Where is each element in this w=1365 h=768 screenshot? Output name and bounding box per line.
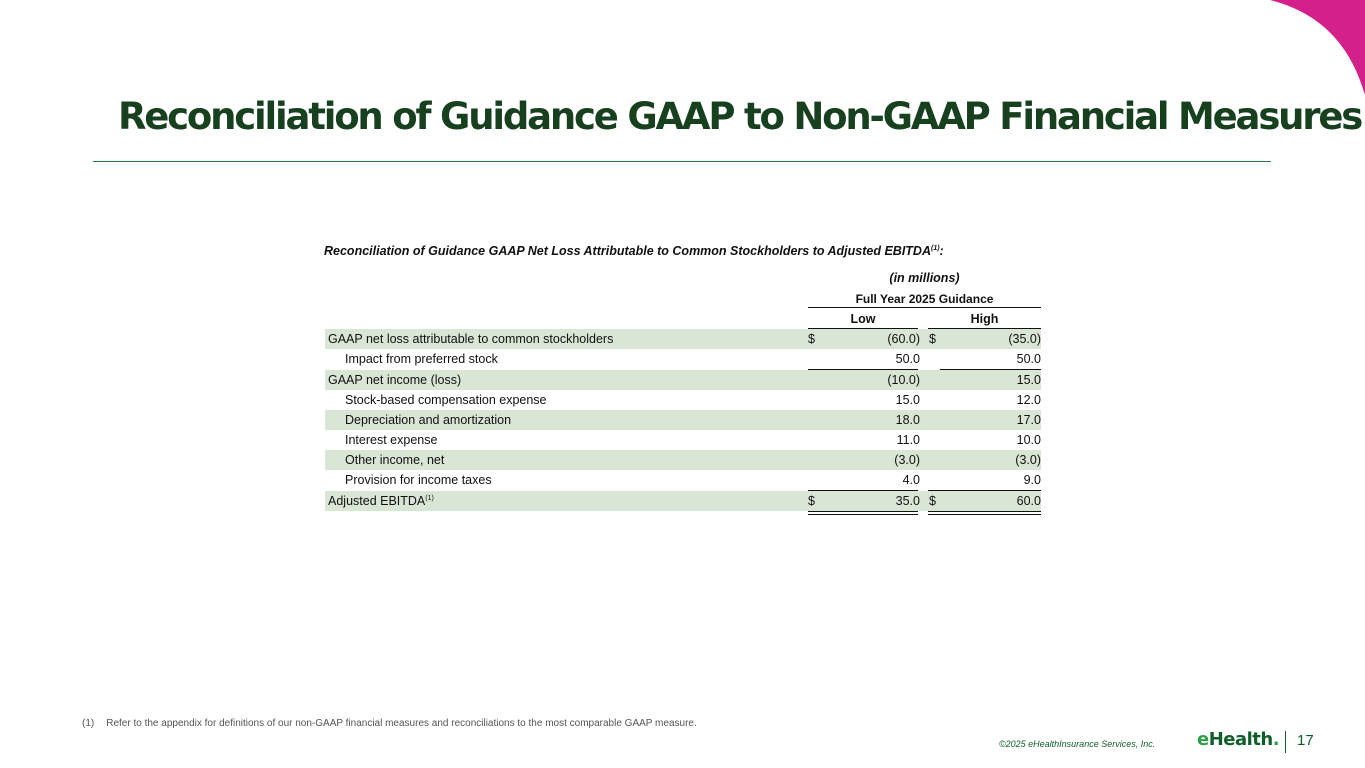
high-value: 50.0 [1016, 352, 1041, 366]
column-header-low: Low [850, 312, 876, 326]
high-value: 15.0 [1016, 373, 1041, 387]
high-value: 9.0 [1023, 473, 1041, 487]
table-row [325, 329, 1041, 349]
table-row [325, 470, 1041, 490]
footer-separator [1285, 731, 1286, 753]
table-row [325, 450, 1041, 470]
double-rule-high-1 [928, 511, 1041, 512]
double-rule-high-2 [928, 514, 1041, 515]
low-value: (3.0) [894, 453, 920, 467]
low-currency: $ [808, 494, 815, 508]
low-value: 18.0 [895, 413, 920, 427]
low-currency: $ [808, 332, 815, 346]
low-value: 35.0 [895, 494, 920, 508]
units-label: (in millions) [889, 271, 960, 285]
high-currency: $ [929, 332, 936, 346]
row-label: Stock-based compensation expense [345, 393, 547, 407]
low-value: (10.0) [887, 373, 920, 387]
high-value: 10.0 [1016, 433, 1041, 447]
copyright-text: ©2025 eHealthInsurance Services, Inc. [999, 739, 1156, 749]
ehealth-logo: eHealth. [1197, 729, 1280, 750]
table-row [325, 349, 1041, 369]
table-row [325, 491, 1041, 511]
low-value: 4.0 [902, 473, 920, 487]
table-row [325, 430, 1041, 450]
low-value: 15.0 [895, 393, 920, 407]
low-value: (60.0) [887, 332, 920, 346]
row-label: GAAP net income (loss) [328, 373, 462, 387]
double-rule-low-2 [808, 514, 918, 515]
high-currency: $ [929, 494, 936, 508]
high-value: 12.0 [1016, 393, 1041, 407]
low-value: 11.0 [896, 433, 920, 447]
table-row [325, 390, 1041, 410]
table-row [325, 410, 1041, 430]
double-rule-low-1 [808, 511, 918, 512]
row-label: Depreciation and amortization [345, 413, 512, 427]
row-label: Impact from preferred stock [345, 352, 498, 366]
page-number: 17 [1297, 732, 1314, 749]
table-caption: Reconciliation of Guidance GAAP Net Loss Attributable to Common Stockholders to Adjusted EBITDA$^{(1)}$: [324, 244, 944, 258]
table-row [325, 370, 1041, 390]
high-value: 60.0 [1016, 494, 1041, 508]
row-label: Interest expense [345, 433, 438, 447]
high-value: (3.0) [1015, 453, 1041, 467]
row-label: Provision for income taxes [345, 473, 492, 487]
slide-title: Reconciliation of Guidance GAAP to Non-GAAP Financial Measures [118, 95, 1362, 138]
high-value: (35.0) [1008, 332, 1041, 346]
row-label: Adjusted EBITDA$^{(1)}$ [328, 494, 434, 508]
footnote: (1) Refer to the appendix for definitions of our non-GAAP financial measures and reconciliations to the most comparable GAAP measure. [82, 718, 697, 729]
period-header: Full Year 2025 Guidance [855, 292, 994, 306]
period-underline [808, 307, 1041, 308]
row-label: Other income, net [345, 453, 445, 467]
column-header-high: High [970, 312, 999, 326]
low-value: 50.0 [895, 352, 920, 366]
high-value: 17.0 [1016, 413, 1041, 427]
row-label: GAAP net loss attributable to common stockholders [328, 332, 614, 346]
